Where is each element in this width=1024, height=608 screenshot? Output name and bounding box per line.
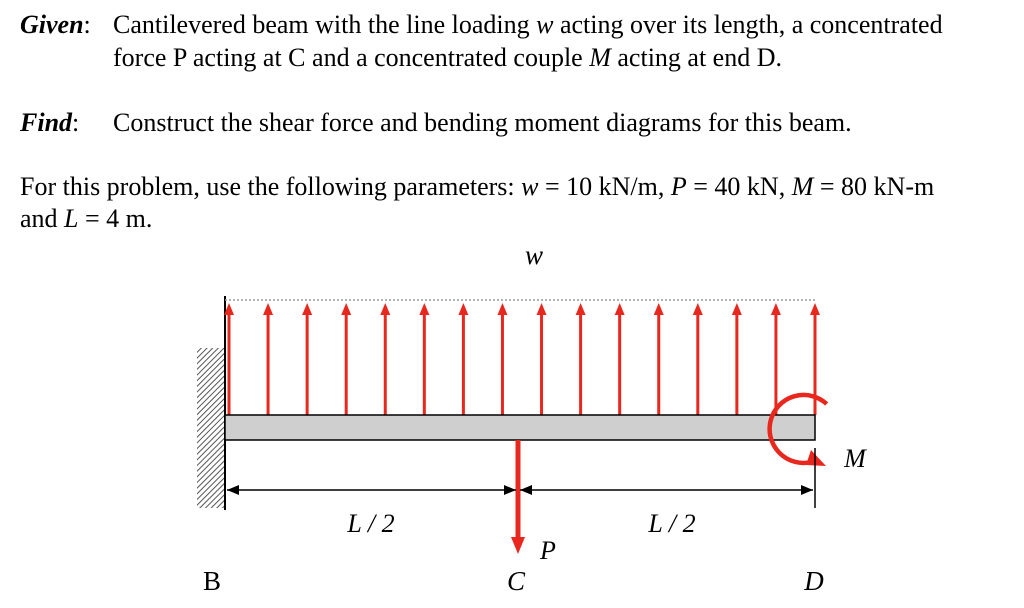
load-arrow-head xyxy=(458,303,468,315)
load-arrow-head xyxy=(576,303,586,315)
load-arrow-head xyxy=(771,303,781,315)
point-label-d: D xyxy=(804,566,824,596)
dimension-lines xyxy=(227,448,815,508)
distributed-load-arrows xyxy=(224,303,820,415)
load-arrow-head xyxy=(302,303,312,315)
load-arrow-head xyxy=(537,303,547,315)
load-arrow-head xyxy=(263,303,273,315)
load-arrow-head xyxy=(341,303,351,315)
load-arrow-head xyxy=(380,303,390,315)
force-label-p: P xyxy=(540,536,556,565)
point-label-b: B xyxy=(202,566,222,596)
load-arrow-head xyxy=(654,303,664,315)
load-label-w: w xyxy=(524,240,544,270)
force-p-arrow xyxy=(511,440,525,554)
find-text: Construct the shear force and bending moment diagrams for this beam. xyxy=(113,108,852,137)
dimension-label-right: L / 2 xyxy=(648,509,696,538)
beam xyxy=(225,415,815,440)
parameters-line-1: For this problem, use the following parameters: w = 10 kN/m, P = 40 kN, M = 80 kN-m xyxy=(20,172,935,201)
given-label: Given: xyxy=(20,10,91,39)
find-label: Find: xyxy=(20,108,80,137)
fixed-support-wall xyxy=(197,348,225,508)
given-line-2: force P acting at C and a concentrated couple M acting at end D. xyxy=(113,43,782,72)
load-arrow-head xyxy=(810,303,820,315)
load-arrow-head xyxy=(497,303,507,315)
dimension-label-left: L / 2 xyxy=(347,509,395,538)
moment-label-m: M xyxy=(844,444,866,473)
load-arrow-head xyxy=(615,303,625,315)
parameters-line-2: and L = 4 m. xyxy=(20,204,153,233)
load-arrow-head xyxy=(693,303,703,315)
load-arrow-head xyxy=(419,303,429,315)
load-arrow-head xyxy=(732,303,742,315)
given-line-1: Cantilevered beam with the line loading w acting over its length, a concentrated xyxy=(113,10,943,39)
point-label-c: C xyxy=(506,566,526,596)
